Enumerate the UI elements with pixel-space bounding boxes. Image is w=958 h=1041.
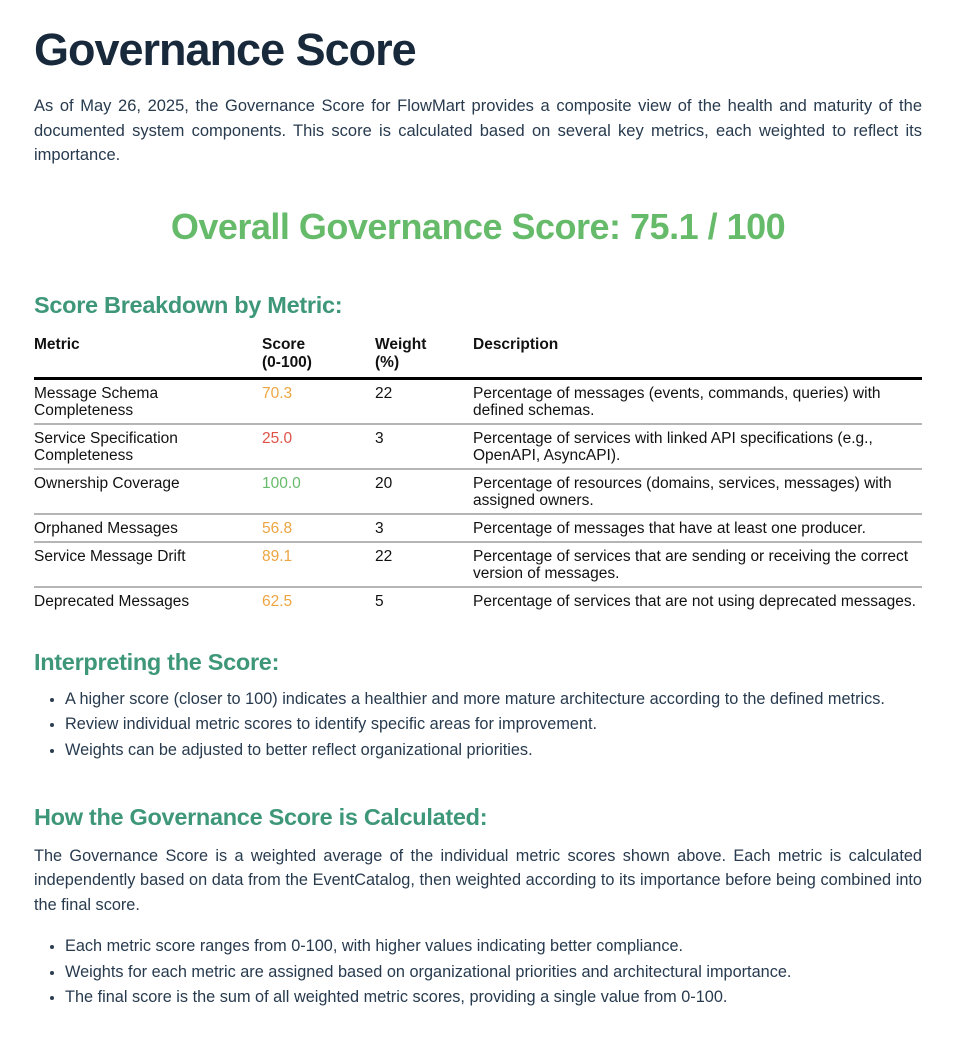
table-row xyxy=(34,542,922,587)
column-header-score xyxy=(262,336,375,378)
overall-score-heading: Overall Governance Score: 75.1 / 100 xyxy=(170,206,786,248)
description-cell: Percentage of messages (events, commands, queries) with defined schemas. xyxy=(473,384,881,419)
list-item: • Review individual metric scores to identify specific areas for improvement. xyxy=(65,712,922,737)
metric-cell: Ownership Coverage xyxy=(34,469,262,514)
table-row xyxy=(34,587,922,614)
list-item: • Weights can be adjusted to better reflect organizational priorities. xyxy=(65,738,922,763)
weight-cell: 22 xyxy=(375,542,473,587)
description-cell: Percentage of resources (domains, services, messages) with assigned owners. xyxy=(473,469,922,514)
table-row xyxy=(34,469,922,514)
score-cell: 62.5 xyxy=(262,587,375,614)
score-cell: 100.0 xyxy=(262,469,375,514)
description-cell: Percentage of services that are not using deprecated messages. xyxy=(473,587,922,614)
list-item: • Weights for each metric are assigned based on organizational priorities and architectural importance. xyxy=(65,960,922,985)
score-cell: 70.3 xyxy=(262,384,293,402)
metrics-table xyxy=(34,336,922,614)
weight-cell: 20 xyxy=(375,469,473,514)
metric-cell: Deprecated Messages xyxy=(34,587,262,614)
score-cell: 25.0 xyxy=(262,424,375,469)
table-row xyxy=(34,514,922,542)
list-item: • Each metric score ranges from 0-100, with higher values indicating better compliance. xyxy=(65,934,922,959)
calculation-paragraph: The Governance Score is a weighted average of the individual metric scores shown above. Each metric is calculated independently based on data from the EventCatalog, then weighted according to its importance before being combined into the final score. xyxy=(34,846,922,914)
metric-cell: Service Message Drift xyxy=(34,542,262,587)
column-label: Weight xyxy=(375,335,427,353)
table-row xyxy=(34,424,922,469)
column-sublabel: (0-100) xyxy=(262,353,312,371)
metric-cell: Message Schema Completeness xyxy=(34,384,159,419)
column-header-metric xyxy=(34,336,262,378)
description-cell: Percentage of services that are sending or receiving the correct version of messages. xyxy=(473,542,922,587)
column-label: Score xyxy=(262,335,306,353)
column-label: Description xyxy=(473,335,559,353)
table-body xyxy=(34,378,922,614)
interpreting-heading: Interpreting the Score: xyxy=(34,649,280,675)
table-header xyxy=(34,336,922,378)
description-cell: Percentage of services with linked API specifications (e.g., OpenAPI, AsyncAPI). xyxy=(473,424,922,469)
breakdown-heading: Score Breakdown by Metric: xyxy=(34,292,343,319)
column-header-weight xyxy=(375,336,473,378)
weight-cell: 3 xyxy=(375,424,473,469)
table-row xyxy=(34,378,922,424)
weight-cell: 22 xyxy=(375,384,393,402)
column-header-description xyxy=(473,336,922,378)
intro-paragraph: As of May 26, 2025, the Governance Score for FlowMart provides a composite view of the health and maturity of the documented system components. This score is calculated based on several key metrics, each weighted to reflect its importance. xyxy=(34,97,922,165)
column-label: Metric xyxy=(34,335,80,353)
list-item: • The final score is the sum of all weighted metric scores, providing a single value from 0-100. xyxy=(65,985,922,1010)
calculation-list xyxy=(34,934,922,1010)
description-cell: Percentage of messages that have at least one producer. xyxy=(473,514,922,542)
weight-cell: 3 xyxy=(375,514,473,542)
interpreting-list xyxy=(34,687,922,763)
metric-cell: Orphaned Messages xyxy=(34,514,262,542)
page-title: Governance Score xyxy=(34,24,416,75)
weight-cell: 5 xyxy=(375,587,473,614)
score-cell: 89.1 xyxy=(262,542,375,587)
column-sublabel: (%) xyxy=(375,353,400,371)
score-cell: 56.8 xyxy=(262,514,375,542)
list-item: • A higher score (closer to 100) indicates a healthier and more mature architecture according to the defined metrics. xyxy=(65,687,922,712)
calculation-heading: How the Governance Score is Calculated: xyxy=(34,804,488,831)
metric-cell: Service Specification Completeness xyxy=(34,424,262,469)
